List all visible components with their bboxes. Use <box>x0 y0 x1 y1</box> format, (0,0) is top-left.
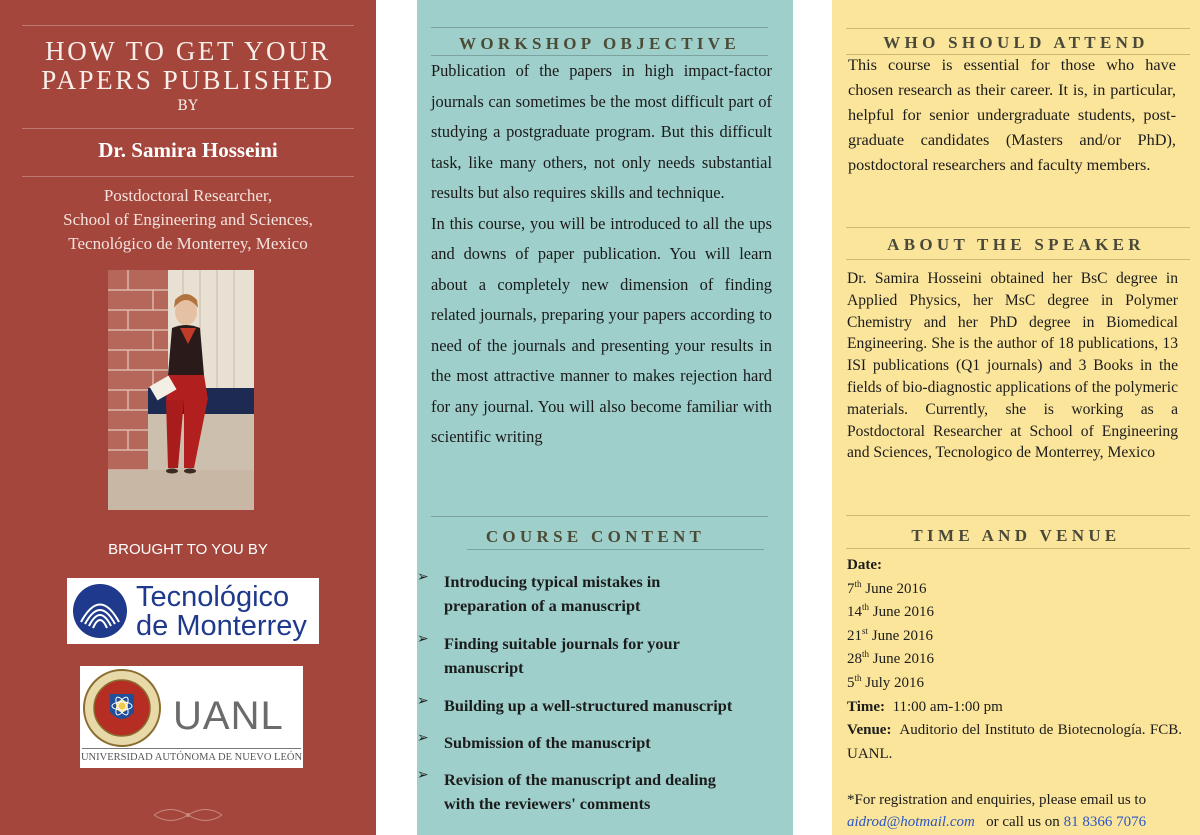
date-item: 14th June 2016 <box>847 602 935 621</box>
phone-number[interactable]: 81 8366 7076 <box>1063 814 1147 830</box>
who-should-attend-text: This course is essential for those who have chosen research as their career. It is, in particular, helpful for senior undergraduate students, post-graduate candidates (Masters and/or PhD), postdoctoral researchers and faculty members. <box>848 55 1176 174</box>
uanl-seal-icon <box>82 668 162 748</box>
objective-paragraph-1: Publication of the papers in high impact-factor journals can sometimes be the most difficult part of studying a postgraduate program. But this difficult task, like many others, not only needs substantial results but also requires skills and technique. <box>431 61 772 202</box>
workshop-title-line2: PAPERS PUBLISHED <box>41 65 335 95</box>
about-speaker-heading: ABOUT THE SPEAKER <box>887 235 1145 254</box>
workshop-objective-heading: WORKSHOP OBJECTIVE <box>459 34 740 53</box>
tec-monterrey-logo <box>67 578 319 644</box>
divider <box>846 259 1190 260</box>
course-item-line1: Building up a well-structured manuscript <box>444 696 733 715</box>
time-value: 11:00 am-1:00 pm <box>892 698 1003 715</box>
arrow-bullet-icon: ➢ <box>417 693 429 709</box>
course-item-line1: Finding suitable journals for your <box>444 634 680 653</box>
divider <box>22 176 354 177</box>
workshop-objective-text <box>431 56 772 453</box>
divider <box>846 515 1190 516</box>
course-item-line1: Introducing typical mistakes in <box>444 572 661 591</box>
venue-value: Auditorio del Instituto de Biotecnología. FCB. UANL. <box>847 722 1182 762</box>
uanl-logo <box>80 666 303 768</box>
who-should-attend-heading: WHO SHOULD ATTEND <box>883 33 1149 52</box>
arrow-bullet-icon: ➢ <box>417 631 429 647</box>
affiliation-line2: School of Engineering and Sciences, <box>63 210 313 229</box>
uanl-logo-text: UANL <box>173 694 284 738</box>
divider <box>431 27 768 28</box>
speaker-panel <box>0 0 376 835</box>
venue-line <box>847 719 1182 766</box>
date-item: 28th June 2016 <box>847 649 935 668</box>
tec-logo-line2: de Monterrey <box>136 610 307 642</box>
about-speaker-text: Dr. Samira Hosseini obtained her BsC degree in Applied Physics, her MsC degree in Polymer Chemistry and her PhD degree in Biomedical Engineering. She is the author of 18 publications, 13 ISI publications (Q1 journals) and 3 Books in the fields of bio-diagnostic applications of the polymeric materials. Currently, she is working as a Postdoctoral Researcher at School of Engineering and Sciences, Tecnologico de Monterrey, Mexico <box>847 270 1178 462</box>
divider <box>846 227 1190 228</box>
affiliation-line1: Postdoctoral Researcher, <box>103 186 273 205</box>
divider <box>467 549 764 550</box>
speaker-photo <box>108 270 254 510</box>
course-item-line1: Revision of the manuscript and dealing <box>444 770 716 789</box>
divider <box>82 748 301 749</box>
registration-info <box>847 789 1192 833</box>
divider <box>846 548 1190 549</box>
tec-logo-line1: Tecnológico <box>136 581 290 613</box>
workshop-title-line1: HOW TO GET YOUR <box>45 36 331 66</box>
venue-label: Venue: <box>847 722 892 739</box>
email-link[interactable]: aidrod@hotmail.com <box>847 814 975 830</box>
course-item-line2: preparation of a manuscript <box>444 596 641 615</box>
course-panel <box>417 0 793 835</box>
brought-by-label: BROUGHT TO YOU BY <box>108 541 268 558</box>
arrow-bullet-icon: ➢ <box>417 767 429 783</box>
uanl-logo-subtext: UNIVERSIDAD AUTÓNOMA DE NUEVO LEÓN <box>80 752 303 763</box>
info-panel <box>832 0 1200 835</box>
time-venue-details <box>847 554 1182 766</box>
time-line <box>847 696 1182 720</box>
objective-paragraph-2: In this course, you will be introduced to all the ups and downs of paper publication. You will learn about a completely new dimension of finding related journals, preparing your papers according to need of the journals and presenting your results in the most attractive manner to makes rejection hard for any journal. You will also become familiar with scientific writing <box>431 213 772 446</box>
divider <box>22 128 354 129</box>
time-label: Time: <box>847 698 886 715</box>
flourish-ornament-icon <box>150 804 226 826</box>
course-item-line2: with the reviewers' comments <box>444 794 651 813</box>
divider <box>431 516 768 517</box>
affiliation-line3: Tecnológico de Monterrey, Mexico <box>68 234 308 253</box>
speaker-name: Dr. Samira Hosseini <box>98 138 278 162</box>
date-item: 21st June 2016 <box>847 625 934 644</box>
arrow-bullet-icon: ➢ <box>417 730 429 746</box>
course-content-heading: COURSE CONTENT <box>485 527 706 546</box>
registration-text: *For registration and enquiries, please email us to <box>847 792 1147 808</box>
course-item-line1: Submission of the manuscript <box>444 733 651 752</box>
date-item: 5th July 2016 <box>847 672 925 691</box>
date-label: Date: <box>847 557 882 573</box>
divider <box>22 25 354 26</box>
tec-shield-icon <box>71 582 129 640</box>
call-text: or call us on <box>986 814 1060 830</box>
by-label: BY <box>177 98 199 114</box>
divider <box>846 28 1190 29</box>
time-venue-heading: TIME AND VENUE <box>911 526 1121 545</box>
course-item-line2: manuscript <box>444 658 524 677</box>
date-item: 7th June 2016 <box>847 578 927 597</box>
arrow-bullet-icon: ➢ <box>417 569 429 585</box>
